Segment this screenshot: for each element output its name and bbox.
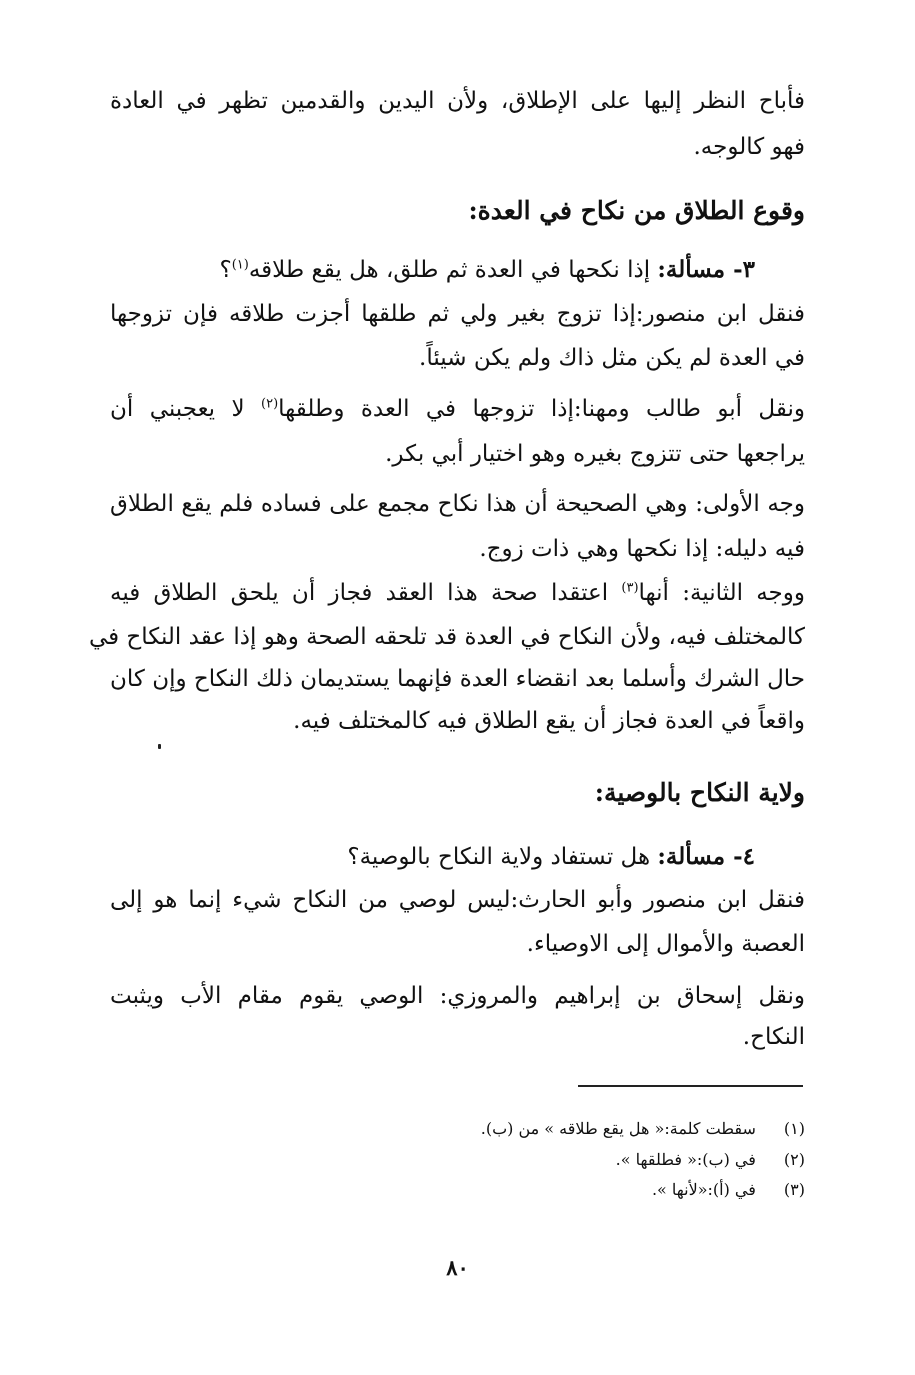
footnote xyxy=(205,1180,805,1199)
footnote-number: (٣) xyxy=(783,1180,805,1199)
question-text: هل تستفاد ولاية النكاح بالوصية؟ xyxy=(347,844,651,870)
footnote-text: في (أ):«لأنها ». xyxy=(651,1180,756,1199)
body-line: فهو كالوجه. xyxy=(693,134,805,160)
body-line: فنقل ابن منصور وأبو الحارث:ليس لوصي من النكاح شيء إنما هو إلى xyxy=(110,887,805,913)
footnote xyxy=(205,1150,805,1169)
body-text: ووجه الثانية: أنها xyxy=(638,580,805,606)
body-line: يراجعها حتى تتزوج بغيره وهو اختيار أبي بكر. xyxy=(385,441,805,467)
section-heading: وقوع الطلاق من نكاح في العدة: xyxy=(468,196,805,225)
footnote xyxy=(205,1119,805,1138)
body-line: حال الشرك وأسلما بعد انقضاء العدة فإنهما يستديمان ذلك النكاح وإن كان xyxy=(110,666,805,692)
body-line: فنقل ابن منصور:إذا تزوج بغير ولي ثم طلقها أجزت طلاقه فإن تزوجها xyxy=(110,301,805,327)
body-line: النكاح. xyxy=(742,1024,805,1050)
question-label: ٤- مسألة: xyxy=(657,843,755,870)
footnote-number: (٢) xyxy=(783,1150,805,1169)
question-mark: ؟ xyxy=(219,257,232,283)
body-line: فأباح النظر إليها على الإطلاق، ولأن اليدين والقدمين تظهر في العادة xyxy=(110,88,805,114)
footnote-number: (١) xyxy=(783,1119,805,1138)
question-line xyxy=(110,256,755,285)
body-line xyxy=(110,396,805,424)
body-text: ونقل أبو طالب ومهنا:إذا تزوجها في العدة وطلقها xyxy=(278,396,805,422)
section-heading: ولاية النكاح بالوصية: xyxy=(594,778,805,807)
footnote-text: في (ب):« فطلقها ». xyxy=(615,1150,756,1169)
question-label: ٣- مسألة: xyxy=(657,256,755,283)
body-text: اعتقدا صحة هذا العقد فجاز أن يلحق الطلاق فيه xyxy=(110,580,609,606)
footnote-ref: (٣) xyxy=(621,580,639,596)
footnote-divider xyxy=(578,1085,803,1087)
body-line: في العدة لم يكن مثل ذاك ولم يكن شيئاً. xyxy=(419,345,805,371)
body-line: واقعاً في العدة فجاز أن يقع الطلاق فيه كالمختلف فيه. xyxy=(293,708,805,734)
print-speck xyxy=(158,744,161,749)
body-line xyxy=(110,580,805,608)
body-line: وجه الأولى: وهي الصحيحة أن هذا نكاح مجمع على فساده فلم يقع الطلاق xyxy=(110,491,805,517)
footnote-ref: (٢) xyxy=(261,396,279,412)
body-line: العصبة والأموال إلى الاوصياء. xyxy=(526,931,805,957)
page-number: ٨٠ xyxy=(446,1255,469,1280)
question-text: إذا نكحها في العدة ثم طلق، هل يقع طلاقه xyxy=(248,257,651,283)
body-line: كالمختلف فيه، ولأن النكاح في العدة قد تلحقه الصحة وهو إذا عقد النكاح في xyxy=(88,624,805,650)
question-line xyxy=(110,843,755,872)
body-line: فيه دليله: إذا نكحها وهي ذات زوج. xyxy=(479,536,805,562)
footnote-text: سقطت كلمة:« هل يقع طلاقه » من (ب). xyxy=(480,1119,756,1138)
body-text: لا يعجبني أن xyxy=(110,396,245,422)
body-line: ونقل إسحاق بن إبراهيم والمروزي: الوصي يقوم مقام الأب ويثبت xyxy=(110,983,805,1009)
footnote-ref: (١) xyxy=(231,257,249,273)
